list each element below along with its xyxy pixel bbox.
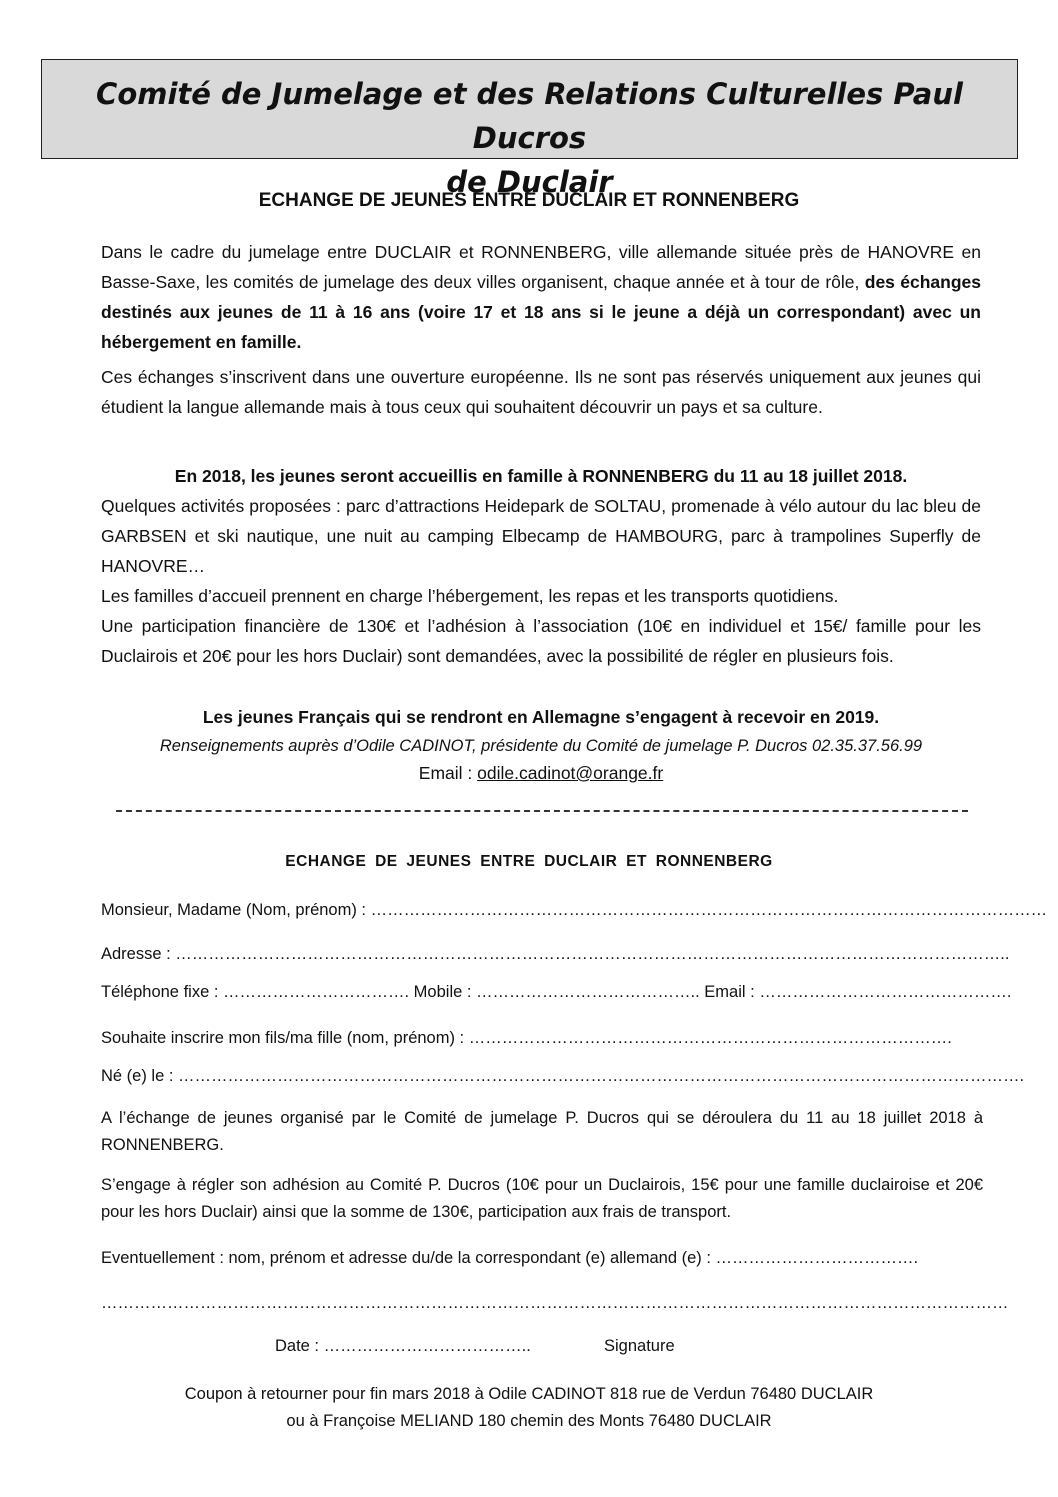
commitment-statement: S’engage à régler son adhésion au Comité P. Ducros (10€ pour un Duclairois, 15€ pour une famille duclairoise et 20€ pour les hors Duclair) ainsi que la somme de 130€, participation aux frais de transport.	[101, 1176, 983, 1221]
coupon-line-1: Coupon à retourner pour fin mars 2018 à Odile CADINOT 818 rue de Verdun 76480 DUCLAIR	[184, 1385, 874, 1403]
intro-paragraph	[101, 237, 981, 357]
activities-paragraph: Quelques activités proposées : parc d’attractions Heidepark de SOLTAU, promenade à vélo autour du lac bleu de GARBSEN et ski nautique, une nuit au camping Elbecamp de HAMBOURG, parc à trampolines Superfly de HANOVRE…	[101, 496, 981, 576]
intro-text: Dans le cadre du jumelage entre DUCLAIR et RONNENBERG, ville allemande située près de HANOVRE en Basse-Saxe, les comités de jumelage des deux villes organisent, chaque année et à tour de rôle,	[101, 242, 981, 292]
child-label: Souhaite inscrire mon fils/ma fille (nom, prénom) :	[101, 1029, 469, 1047]
name-label: Monsieur, Madame (Nom, prénom) :	[101, 901, 371, 919]
address-label: Adresse :	[101, 945, 176, 963]
title-line-2: de Duclair	[446, 165, 613, 199]
email-line	[101, 758, 981, 788]
title-line-1: Comité de Jumelage et des Relations Culturelles Paul Ducros	[96, 77, 963, 155]
correspondent-extra-line[interactable]: …………………………………………………………………………………………………………………………………………………	[101, 1294, 1009, 1312]
section-title: ECHANGE DE JEUNES ENTRE DUCLAIR ET RONNENBERG	[258, 190, 800, 211]
birth-label: Né (e) le :	[101, 1067, 179, 1085]
signature-label: Signature	[604, 1337, 675, 1355]
contact-line: Renseignements auprès d’Odile CADINOT, présidente du Comité de jumelage P. Ducros 02.35.37.56.99	[159, 737, 923, 755]
correspondent-field[interactable]: Eventuellement : nom, prénom et adresse du/de la correspondant (e) allemand (e) : ……………………………….	[101, 1249, 919, 1267]
coupon-line-2: ou à Françoise MELIAND 180 chemin des Monts 76480 DUCLAIR	[286, 1412, 772, 1430]
phone-label: Téléphone fixe :	[101, 983, 223, 1001]
fees-paragraph: Une participation financière de 130€ et l’adhésion à l’association (10€ en individuel et 15€/ famille pour les Duclairois et 20€ pour les hors Duclair) sont demandées, avec la possibilité de régler en plusieurs fois.	[101, 616, 981, 666]
child-field[interactable]: Souhaite inscrire mon fils/ma fille (nom, prénom) : …………………………………………………………………………….	[101, 1029, 952, 1047]
header-box	[41, 59, 1018, 199]
exchange-statement: A l’échange de jeunes organisé par le Comité de jumelage P. Ducros qui se déroulera du 11 au 18 juillet 2018 à RONNENBERG.	[101, 1109, 983, 1154]
families-paragraph: Les familles d’accueil prennent en charge l’hébergement, les repas et les transports quotidiens.	[101, 586, 839, 606]
intro-bold-text: des échanges destinés aux jeunes de 11 à 16 ans (voire 17 et 18 ans si le jeune a déjà un correspondant) avec un hébergement en famille.	[101, 272, 981, 352]
date-field[interactable]: Date : ………………………………..	[275, 1337, 531, 1355]
row-email-label: Email :	[699, 983, 760, 1001]
birth-field[interactable]: Né (e) le : ……………………………………………………………………………………………………………………………………….	[101, 1067, 1025, 1085]
address-field[interactable]: Adresse : ……………………………………………………………………………………………………………………………………..	[101, 945, 1010, 963]
correspondent-label: Eventuellement : nom, prénom et adresse du/de la correspondant (e) allemand (e) :	[101, 1249, 716, 1267]
email-label: Email :	[418, 763, 478, 783]
name-field[interactable]: Monsieur, Madame (Nom, prénom) : ……………………………………………………………………………………………………………	[101, 901, 1048, 919]
program-headline: En 2018, les jeunes seront accueillis en famille à RONNENBERG du 11 au 18 juillet 2018.	[174, 466, 908, 486]
document-title	[42, 72, 1017, 204]
date-label: Date :	[275, 1337, 324, 1355]
form-title: ECHANGE DE JEUNES ENTRE DUCLAIR ET RONNENBERG	[285, 853, 773, 870]
intro-paragraph-2: Ces échanges s’inscrivent dans une ouverture européenne. Ils ne sont pas réservés uniquement aux jeunes qui étudient la langue allemande mais à tous ceux qui souhaitent découvrir un pays et sa culture.	[101, 367, 981, 417]
phone-row[interactable]: Téléphone fixe : ……………………………. Mobile : ………………………………….. Email : ……………………………………….	[101, 983, 1012, 1001]
cut-line	[116, 810, 968, 812]
commitment-line: Les jeunes Français qui se rendront en Allemagne s’engagent à recevoir en 2019.	[202, 707, 880, 727]
email-link[interactable]: odile.cadinot@orange.fr	[477, 763, 664, 783]
mobile-label: Mobile :	[409, 983, 477, 1001]
